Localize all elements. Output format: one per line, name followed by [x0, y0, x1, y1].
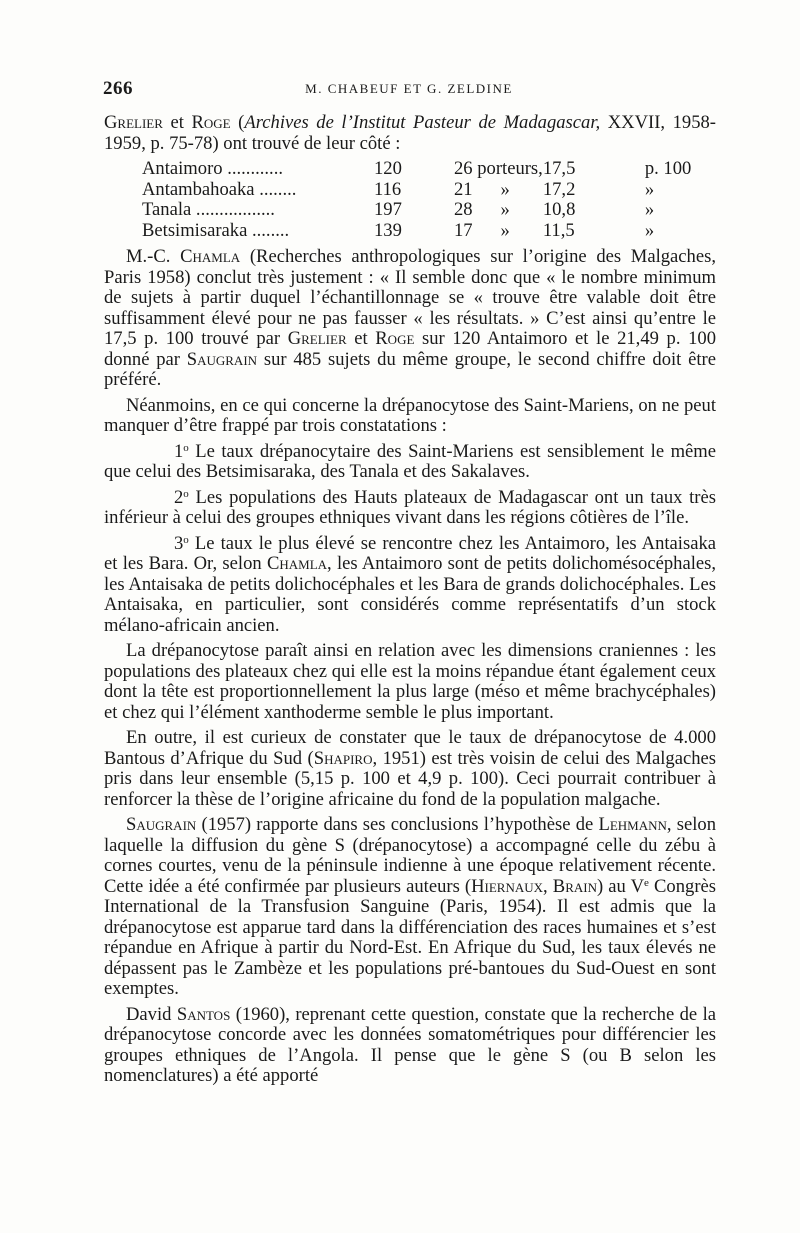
item-number: 2 [174, 486, 184, 508]
text-run: En outre, il est curieux de constater que le taux de drépanocytose de 4.000 Bantous d’Afrique du Sud ( [104, 727, 716, 769]
text-run: , selon laquelle la diffusion du gène S (drépanocytose) a accompagné celle du zébu à cornes courtes, venu de la péninsule indienne à une époque relativement récente. Cette idée a été confirmée par plusieurs auteurs ( [104, 814, 717, 897]
author-name: Brain [552, 875, 597, 897]
text-run: sur 120 Antaimoro et le 21,49 p. 100 donné par [104, 328, 716, 370]
unit-cell: » [644, 199, 655, 220]
text-run: et [162, 112, 192, 133]
unit-cell: » [644, 178, 655, 200]
percentage-cell: 10,8 [542, 199, 576, 220]
table-row [142, 200, 691, 221]
carriers-cell: 28 » [454, 199, 510, 220]
author-name: Roge [191, 112, 231, 133]
running-head: M. CHABEUF ET G. ZELDINE [305, 81, 513, 96]
text-run: et [346, 328, 376, 349]
text-run: , 1951) est très voisin de celui des Malgaches pris dans leur ensemble (5,15 p. 100 et 4,9 p. 100). Ceci pourrait contribuer à renforcer la thèse de l’origine africaine du fond de la population malgache. [104, 747, 717, 810]
text-run: XXVII, 1958-1959, p. 75-78) ont trouvé de leur côté : [104, 112, 716, 154]
paragraph-bantous [104, 728, 716, 810]
author-name: Lehmann [598, 814, 667, 835]
list-item-3 [104, 534, 716, 637]
text-run: (Recherches anthropologiques sur l’origine des Malgaches, Paris 1958) conclut très justement : « Il semble donc que « le nombre minimum de sujets à partir duquel l’échantillonnage se « trouve être valable doit être suffisamment élevé pour ne pas fausser « les résultats. » C’est ainsi qu’entre le 17,5 p. 100 trouvé par [104, 246, 716, 349]
sample-size-cell: 197 [374, 199, 402, 220]
page-header [103, 78, 715, 100]
paragraph-santos [104, 1005, 716, 1087]
carriers-cell: 26 porteurs, [454, 158, 543, 179]
text-run: ( [230, 112, 245, 133]
item-number: 1 [174, 440, 184, 462]
text-run: , les Antaimoro sont de petits dolichomésocéphales, les Antaisaka de petits dolichocéphales et les Bara de grands dolichocéphales. Les Antaisaka, en particulier, sont considérés comme représentatifs d’un stock mélano-africain ancien. [104, 553, 716, 636]
table-row [142, 159, 691, 180]
author-name: Roge [375, 328, 415, 349]
sample-size-cell: 116 [374, 178, 402, 200]
unit-cell: p. 100 [644, 158, 692, 179]
author-name: Grelier [287, 328, 347, 349]
percentage-cell: 17,5 [542, 158, 576, 179]
ordinal-sup: e [644, 876, 649, 889]
body-text [104, 113, 716, 1092]
sickle-cell-rates-table [142, 159, 691, 241]
ethnic-group-cell: Antaimoro ............ [142, 158, 283, 179]
author-name: Chamla [266, 553, 328, 574]
carriers-cell: 17 » [454, 219, 510, 241]
text-run: (1960), reprenant cette question, constate que la recherche de la drépanocytose concorde avec les données somatométriques pour différencier les groupes ethniques de l’Angola. Il pense que le gène S (ou B selon les nomenclatures) a été apporté [104, 1003, 716, 1086]
author-name: Chamla [180, 246, 241, 267]
unit-cell: » [644, 219, 655, 241]
text-run: Congrès International de la Transfusion Sanguine (Paris, 1954). Il est admis que la drépanocytose est apparue tard dans la différenciation des races humaines et s’est répandue en Afrique à partir du Nord-Est. En Afrique du Sud, les taux élevés ne dépassent pas le Zambèze et les populations pré-bantoues du Sud-Ouest en sont exemptes. [104, 875, 717, 999]
sample-size-cell: 139 [374, 219, 402, 241]
author-name: Hiernaux [471, 875, 544, 897]
ethnic-group-cell: Antambahoaka ........ [142, 178, 297, 200]
percentage-cell: 11,5 [542, 219, 575, 241]
list-item-2 [104, 488, 716, 529]
paragraph-grelier-roge [104, 113, 716, 154]
text-run: sur 485 sujets du même groupe, le second chiffre doit être préféré. [104, 348, 716, 390]
journal-title: Archives de l’Institut Pasteur de Madagascar, [244, 112, 601, 133]
text-run: ) au V [596, 875, 645, 897]
list-item-1 [104, 442, 716, 483]
percentage-cell: 17,2 [542, 178, 576, 200]
ethnic-group-cell: Tanala ................. [142, 199, 275, 220]
text-run: David [126, 1003, 177, 1025]
paragraph-saint-mariens: Néanmoins, en ce qui concerne la drépanocytose des Saint-Mariens, on ne peut manquer d’être frappé par trois constatations : [104, 394, 716, 436]
paragraph-cranial-dimensions: La drépanocytose paraît ainsi en relation avec les dimensions craniennes : les populations des plateaux chez qui elle est la moins répandue étant également ceux dont la tête est proportionnellement la plus large (méso et même brachycéphales) et chez qui l’élément xanthoderme semble le plus important. [104, 640, 716, 723]
author-name: Saugrain [126, 814, 197, 835]
paragraph-chamla [104, 247, 716, 391]
item-number: 3 [174, 532, 184, 554]
carriers-cell: 21 » [454, 178, 510, 200]
text-run: M.-C. [126, 246, 181, 267]
ordinal-sup: o [183, 533, 189, 546]
author-name: Shapiro [313, 747, 373, 769]
table-row [142, 221, 691, 242]
ethnic-group-cell: Betsimisaraka ........ [142, 219, 290, 241]
text-run: Le taux drépanocytaire des Saint-Mariens est sensiblement le même que celui des Betsimisaraka, des Tanala et des Sakalaves. [104, 440, 716, 482]
paragraph-saugrain [104, 815, 716, 1000]
ordinal-sup: o [183, 487, 189, 500]
page-number: 266 [103, 78, 133, 99]
text-run: Les populations des Hauts plateaux de Madagascar ont un taux très inférieur à celui des groupes ethniques vivant dans les régions côtières de l’île. [104, 486, 716, 528]
sample-size-cell: 120 [374, 158, 402, 179]
author-name: Saugrain [186, 348, 258, 370]
author-name: Santos [176, 1003, 231, 1025]
author-name: Grelier [104, 112, 163, 133]
table-row [142, 180, 691, 201]
text-run: (1957) rapporte dans ses conclusions l’hypothèse de [196, 814, 599, 835]
text-run: , [543, 875, 553, 897]
text-run: Le taux le plus élevé se rencontre chez les Antaimoro, les Antaisaka et les Bara. Or, selon [104, 532, 716, 574]
ordinal-sup: o [183, 441, 189, 454]
